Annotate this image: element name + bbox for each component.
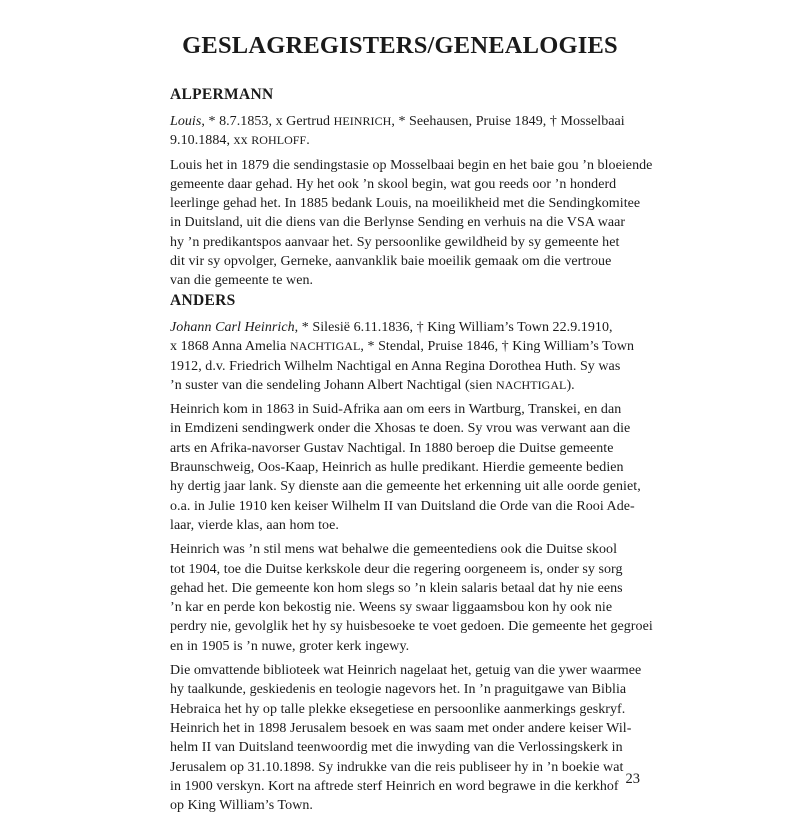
entry-paragraph — [170, 661, 640, 815]
text-line: Heinrich het in 1898 Jerusalem besoek en was saam met onder andere keiser Wil- — [170, 720, 632, 736]
text-line: Die omvattende biblioteek wat Heinrich nagelaat het, getuig van die ywer waarmee — [170, 663, 642, 679]
text-line: hy taalkunde, geskiedenis en teologie nagevors het. In ’n praguitgawe van Biblia — [170, 682, 627, 698]
entry-surname: ALPERMANN — [170, 86, 274, 103]
text-line: Heinrich kom in 1863 in Suid-Afrika aan om eers in Wartburg, Transkei, en dan — [170, 402, 622, 418]
record-line: 1912, d.v. Friedrich Wilhelm Nachtigal en Anna Regina Dorothea Huth. Sy was — [170, 358, 621, 374]
text-line: ’n kar en perde kon bekostig nie. Weens sy swaar liggaamsbou kon hy ook nie — [170, 600, 613, 616]
text-line: op King William’s Town. — [170, 798, 313, 814]
page-title: GESLAGREGISTERS/GENEALOGIES — [182, 32, 618, 59]
text-line: perdry nie, gevolglik het hy sy huisbesoeke te voet gedoen. Die gemeente het gegroei — [170, 619, 653, 635]
entry-paragraph — [170, 400, 640, 535]
text-line: Heinrich was ’n stil mens wat behalwe die gemeentediens ook die Duitse skool — [170, 542, 618, 558]
text-line: helm II van Duitsland teenwoordig met die inwyding van die Verlossingskerk in — [170, 740, 623, 756]
entry-paragraph — [170, 156, 653, 291]
entry-surname: ANDERS — [170, 292, 236, 309]
text-line: tot 1904, toe die Duitse kerkskole deur die regering oorgeneem is, onder sy sorg — [170, 561, 623, 577]
entry-record — [170, 112, 640, 151]
text-line: in Duitsland, uit die diens van die Berlynse Sending en verhuis na die VSA waar — [170, 215, 626, 231]
record-line: ’n suster van die sendeling Johann Albert Nachtigal (sien NACHTIGAL). — [170, 377, 575, 393]
text-line: o.a. in Julie 1910 ken keiser Wilhelm II van Duitsland die Orde van die Rooi Ade- — [170, 498, 635, 514]
text-line: laar, vierde klas, aan hom toe. — [170, 517, 339, 533]
text-line: gehad het. Die gemeente kon hom slegs so ’n klein salaris betaal dat hy nie eens — [170, 580, 623, 596]
text-line: hy dertig jaar lank. Sy dienste aan die gemeente het erkenning uit alle oorde geniet, — [170, 479, 641, 495]
text-line: Braunschweig, Oos-Kaap, Heinrich as hulle predikant. Hierdie gemeente bedien — [170, 460, 624, 476]
text-line: Louis het in 1879 die sendingstasie op Mosselbaai begin en het baie gou ’n bloeiende — [170, 157, 653, 173]
text-line: dit vir sy opvolger, Gerneke, aanvanklik baie moeilik gemaak om die vertroue — [170, 254, 612, 270]
record-line: x 1868 Anna Amelia NACHTIGAL, * Stendal, Pruise 1846, † King William’s Town — [170, 339, 635, 355]
text-line: in 1900 verskyn. Kort na aftrede sterf Heinrich en word begrawe in die kerkhof — [170, 778, 619, 794]
text-line: van die gemeente te wen. — [170, 273, 314, 289]
page-number: 23 — [625, 771, 640, 787]
record-line: 9.10.1884, xx ROHLOFF. — [170, 133, 310, 149]
text-line: arts en Afrika-navorser Gustav Nachtigal. In 1880 beroep die Duitse gemeente — [170, 440, 614, 456]
text-line: hy ’n predikantspos aanvaar het. Sy persoonlike gewildheid by sy gemeente het — [170, 234, 620, 250]
record-line: Johann Carl Heinrich, * Silesië 6.11.1836, † King William’s Town 22.9.1910, — [170, 320, 613, 335]
text-line: in Emdizeni sendingwerk onder die Xhosas te doen. Sy vrou was verwant aan die — [170, 421, 631, 437]
text-line: Hebraica het hy op talle plekke eksegetiese en persoonlike aanmerkings geskryf. — [170, 701, 626, 717]
text-line: gemeente daar gehad. Hy het ook ’n skool begin, wat gou reeds oor ’n honderd — [170, 176, 617, 192]
entry-paragraph — [170, 540, 653, 656]
text-line: en in 1905 is ’n nuwe, groter kerk ingewy. — [170, 638, 410, 654]
text-line: leerlinge gehad het. In 1885 bedank Louis, na moeilikheid met die Sendingkomitee — [170, 196, 641, 212]
text-line: Jerusalem op 31.10.1898. Sy indrukke van die reis publiseer hy in ’n boekie wat — [170, 759, 624, 775]
entry-record — [170, 318, 640, 395]
entry-alpermann — [170, 86, 653, 296]
record-line: Louis, * 8.7.1853, x Gertrud HEINRICH, * Seehausen, Pruise 1849, † Mosselbaai — [170, 114, 625, 129]
entry-anders — [170, 292, 653, 820]
